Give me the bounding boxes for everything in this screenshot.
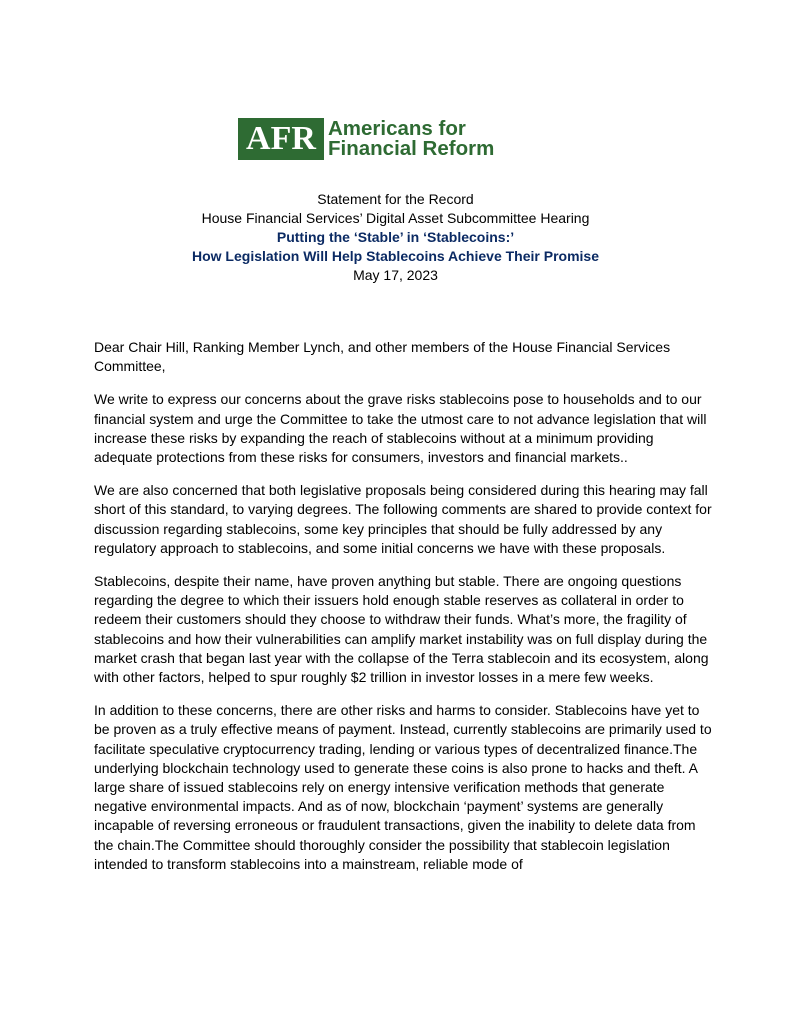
letter-body: [94, 338, 714, 888]
logo-mark: AFR: [238, 118, 324, 160]
logo-line-1: Americans for: [328, 117, 466, 140]
header-line-1: Statement for the Record: [317, 191, 474, 207]
document-date: May 17, 2023: [353, 267, 438, 283]
paragraph-3: Stablecoins, despite their name, have proven anything but stable. There are ongoing questions regarding the degree to which their issuers hold enough stable reserves as collateral in order to redeem their customers should they choose to withdraw their funds. What’s more, the fragility of stablecoins and how their vulnerabilities can amplify market instability was on full display during the market crash that began last year with the collapse of the Terra stablecoin and its ecosystem, along with other factors, helped to spur roughly $2 trillion in investor losses in a mere few weeks.: [94, 573, 709, 686]
logo-wordmark: [328, 119, 494, 159]
logo-line-2: Financial Reform: [328, 137, 495, 160]
paragraph-2: We are also concerned that both legislative proposals being considered during this hearing may fall short of this standard, to varying degrees. The following comments are shared to provide context for discussion regarding stablecoins, some key principles that should be fully addressed by any regulatory approach to stablecoins, and some initial concerns we have with these proposals.: [94, 482, 712, 556]
paragraph-4: In addition to these concerns, there are other risks and harms to consider. Stablecoins have yet to be proven as a truly effective means of payment. Instead, currently stablecoins are primarily used to facilitate speculative cryptocurrency trading, lending or various types of decentralized finance.The underlying blockchain technology used to generate these coins is also prone to hacks and theft. A large share of issued stablecoins rely on energy intensive verification methods that generate negative environmental impacts. And as of now, blockchain ‘payment’ systems are generally incapable of reversing erroneous or fraudulent transactions, given the inability to delete data from the chain.The Committee should thoroughly consider the possibility that stablecoin legislation intended to transform stablecoins into a mainstream, reliable mode of: [94, 702, 712, 872]
salutation: Dear Chair Hill, Ranking Member Lynch, and other members of the House Financial Services Committee,: [94, 339, 671, 375]
hearing-title-2: How Legislation Will Help Stablecoins Achieve Their Promise: [191, 248, 599, 264]
header-line-2: House Financial Services’ Digital Asset Subcommittee Hearing: [201, 210, 590, 226]
hearing-title-1: Putting the ‘Stable’ in ‘Stablecoins:’: [276, 229, 515, 245]
paragraph-1: We write to express our concerns about the grave risks stablecoins pose to households and to our financial system and urge the Committee to take the utmost care to not advance legislation that will increase these risks by expanding the reach of stablecoins without at a minimum providing adequate protections from these risks for consumers, investors and financial markets..: [94, 391, 707, 466]
afr-logo: [238, 118, 494, 160]
document-header: [0, 190, 791, 285]
